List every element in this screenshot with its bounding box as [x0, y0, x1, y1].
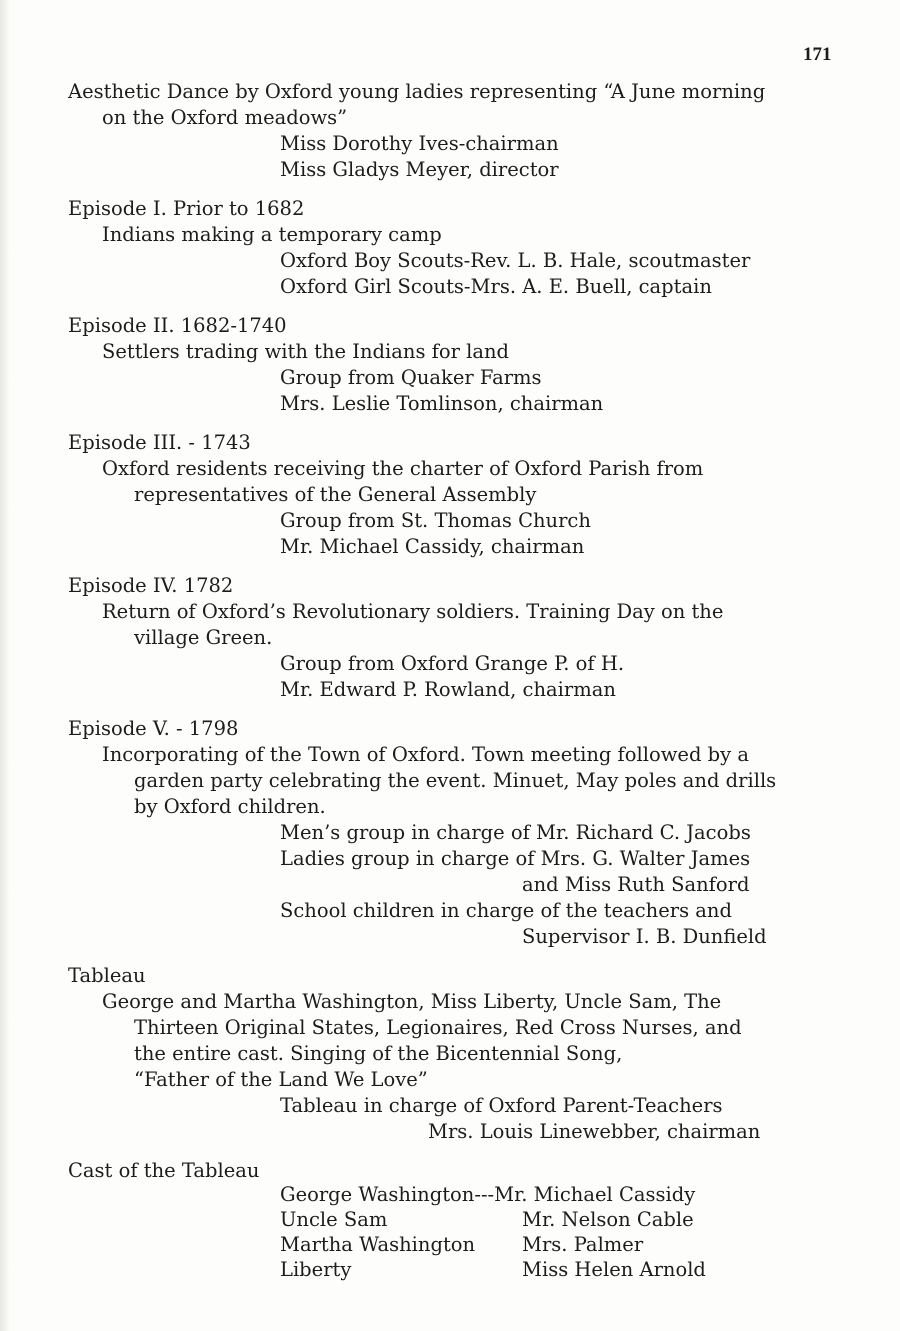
- text-line: Episode II. 1682-1740: [68, 314, 287, 337]
- text-line: Miss Helen Arnold: [522, 1258, 706, 1281]
- text-line: and Miss Ruth Sanford: [522, 873, 750, 896]
- text-line: Cast of the Tableau: [68, 1159, 260, 1182]
- text-line: Oxford Boy Scouts-Rev. L. B. Hale, scoutmaster: [280, 249, 751, 272]
- text-line: by Oxford children.: [134, 795, 326, 818]
- page-number: 171: [803, 44, 832, 65]
- text-line: Mrs. Leslie Tomlinson, chairman: [280, 392, 604, 415]
- text-line: Indians making a temporary camp: [102, 223, 442, 246]
- text-line: Return of Oxford’s Revolutionary soldiers. Training Day on the: [102, 600, 724, 623]
- text-line: the entire cast. Singing of the Bicentennial Song,: [134, 1042, 623, 1065]
- text-line: Incorporating of the Town of Oxford. Town meeting followed by a: [102, 743, 749, 766]
- text-line: Episode IV. 1782: [68, 574, 234, 597]
- text-line: Episode III. - 1743: [68, 431, 251, 454]
- text-line: Oxford residents receiving the charter of Oxford Parish from: [102, 457, 704, 480]
- text-line: Oxford Girl Scouts-Mrs. A. E. Buell, captain: [280, 275, 712, 298]
- text-line: Mr. Edward P. Rowland, chairman: [280, 678, 616, 701]
- text-line: Aesthetic Dance by Oxford young ladies representing “A June morning: [68, 80, 766, 103]
- text-line: School children in charge of the teachers and: [280, 899, 732, 922]
- text-line: Group from Quaker Farms: [280, 366, 542, 389]
- text-line: Group from Oxford Grange P. of H.: [280, 652, 625, 675]
- text-line: Tableau in charge of Oxford Parent-Teachers: [280, 1094, 723, 1117]
- scan-shadow: [0, 0, 10, 1331]
- text-line: Miss Dorothy Ives-chairman: [280, 132, 559, 155]
- text-line: Mr. Michael Cassidy, chairman: [280, 535, 585, 558]
- text-line: “Father of the Land We Love”: [134, 1068, 428, 1091]
- text-line: Mrs. Palmer: [522, 1233, 644, 1256]
- text-line: Episode I. Prior to 1682: [68, 197, 305, 220]
- text-line: Mrs. Louis Linewebber, chairman: [428, 1120, 761, 1143]
- text-line: Settlers trading with the Indians for land: [102, 340, 510, 363]
- text-line: George Washington---Mr. Michael Cassidy: [280, 1183, 696, 1206]
- text-line: Mr. Nelson Cable: [522, 1208, 694, 1231]
- text-line: Thirteen Original States, Legionaires, Red Cross Nurses, and: [134, 1016, 742, 1039]
- text-line: village Green.: [134, 626, 273, 649]
- text-line: Miss Gladys Meyer, director: [280, 158, 559, 181]
- text-line: George and Martha Washington, Miss Liberty, Uncle Sam, The: [102, 990, 722, 1013]
- text-line: Uncle Sam: [280, 1208, 388, 1231]
- text-line: Ladies group in charge of Mrs. G. Walter James: [280, 847, 751, 870]
- text-line: representatives of the General Assembly: [134, 483, 537, 506]
- text-line: Liberty: [280, 1258, 352, 1281]
- text-line: garden party celebrating the event. Minuet, May poles and drills: [134, 769, 777, 792]
- text-line: Episode V. - 1798: [68, 717, 239, 740]
- text-line: Supervisor I. B. Dunfield: [522, 925, 767, 948]
- text-line: Martha Washington: [280, 1233, 476, 1256]
- text-line: Tableau: [68, 964, 146, 987]
- text-line: Men’s group in charge of Mr. Richard C. Jacobs: [280, 821, 751, 844]
- text-line: on the Oxford meadows”: [102, 106, 348, 129]
- text-line: Group from St. Thomas Church: [280, 509, 591, 532]
